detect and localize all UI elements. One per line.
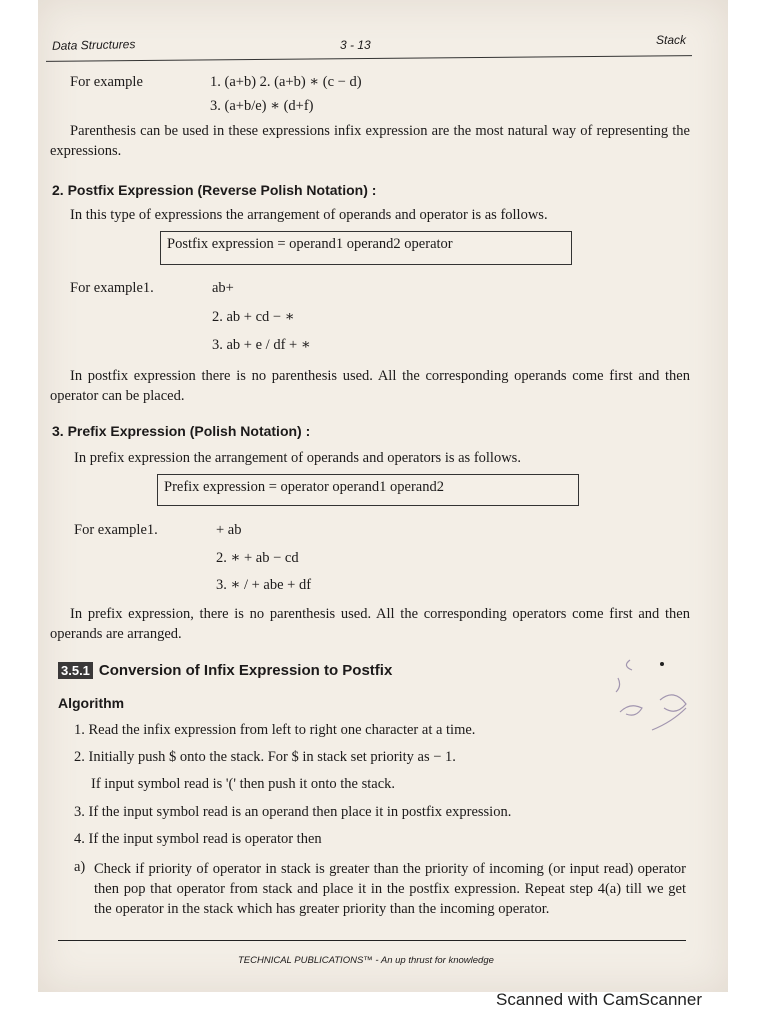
prefix-paragraph: In prefix expression, there is no parenthesis used. All the corresponding operators come first and then operands are arranged.: [50, 606, 690, 642]
camscanner-watermark: Scanned with CamScanner: [496, 990, 703, 1009]
algorithm-step-3: 3. If the input symbol read is an operand then place it in postfix expression.: [74, 804, 512, 820]
prefix-example-2: 2. ∗ + ab − cd: [216, 550, 299, 566]
algorithm-step-2: 2. Initially push $ onto the stack. For $ in stack set priority as − 1.: [74, 749, 456, 765]
algorithm-label: Algorithm: [58, 695, 125, 711]
algorithm-step-4: 4. If the input symbol read is operator then: [74, 831, 322, 847]
postfix-example-1: ab+: [212, 280, 234, 296]
section-title: Conversion of Infix Expression to Postfix: [98, 662, 393, 679]
algorithm-step-1: 1. Read the infix expression from left to right one character at a time.: [74, 722, 476, 738]
scan-margin: [0, 0, 38, 992]
prefix-description: In prefix expression the arrangement of operands and operators is as follows.: [74, 450, 521, 466]
intro-paragraph: Parenthesis can be used in these expressions infix expression are the most natural way of representing the expressions.: [50, 123, 690, 159]
prefix-definition: Prefix expression = operator operand1 operand2: [164, 479, 444, 495]
postfix-example-2: 2. ab + cd − ∗: [212, 309, 295, 325]
prefix-example-1: + ab: [216, 522, 242, 538]
algorithm-step-2-cont: If input symbol read is '(' then push it onto the stack.: [91, 776, 396, 792]
prefix-heading: 3. Prefix Expression (Polish Notation) :: [52, 423, 311, 439]
postfix-definition: Postfix expression = operand1 operand2 operator: [167, 236, 453, 252]
postfix-paragraph: In postfix expression there is no parenthesis used. All the corresponding operands come first and then operator can be placed.: [50, 368, 690, 404]
prefix-definition-box: [157, 474, 579, 506]
algorithm-step-a: Check if priority of operator in stack is greater than the priority of incoming (or input read) operator then pop that operator from stack and place it in the postfix expression. Repeat step 4(a) till we get the operator in the stack which has greater priority than the incoming operator.: [94, 861, 686, 917]
footer-rule: [58, 940, 686, 941]
intro-example-1: 1. (a+b) 2. (a+b) ∗ (c − d): [210, 74, 362, 90]
postfix-description: In this type of expressions the arrangement of operands and operator is as follows.: [70, 207, 548, 223]
prefix-example-label: For example1.: [74, 522, 158, 538]
section-heading: [58, 662, 392, 680]
postfix-example-label: For example1.: [70, 280, 154, 296]
handwritten-scribble: [590, 640, 710, 760]
prefix-example-3: 3. ∗ / + abe + df: [216, 577, 312, 593]
footer-publisher: TECHNICAL PUBLICATIONS™ - An up thrust for knowledge: [238, 955, 494, 966]
algorithm-step-a-label: a): [74, 859, 86, 875]
section-number-badge: 3.5.1: [58, 662, 93, 679]
header-page-number: 3 - 13: [340, 38, 371, 52]
intro-example-label: For example: [70, 74, 143, 90]
header-book-title: Data Structures: [51, 37, 136, 53]
intro-example-2: 3. (a+b/e) ∗ (d+f): [210, 98, 314, 114]
postfix-heading: 2. Postfix Expression (Reverse Polish Notation) :: [52, 182, 377, 198]
postfix-definition-box: [160, 231, 572, 265]
header-chapter: Stack: [656, 33, 687, 47]
postfix-example-3: 3. ab + e / df + ∗: [212, 337, 311, 353]
